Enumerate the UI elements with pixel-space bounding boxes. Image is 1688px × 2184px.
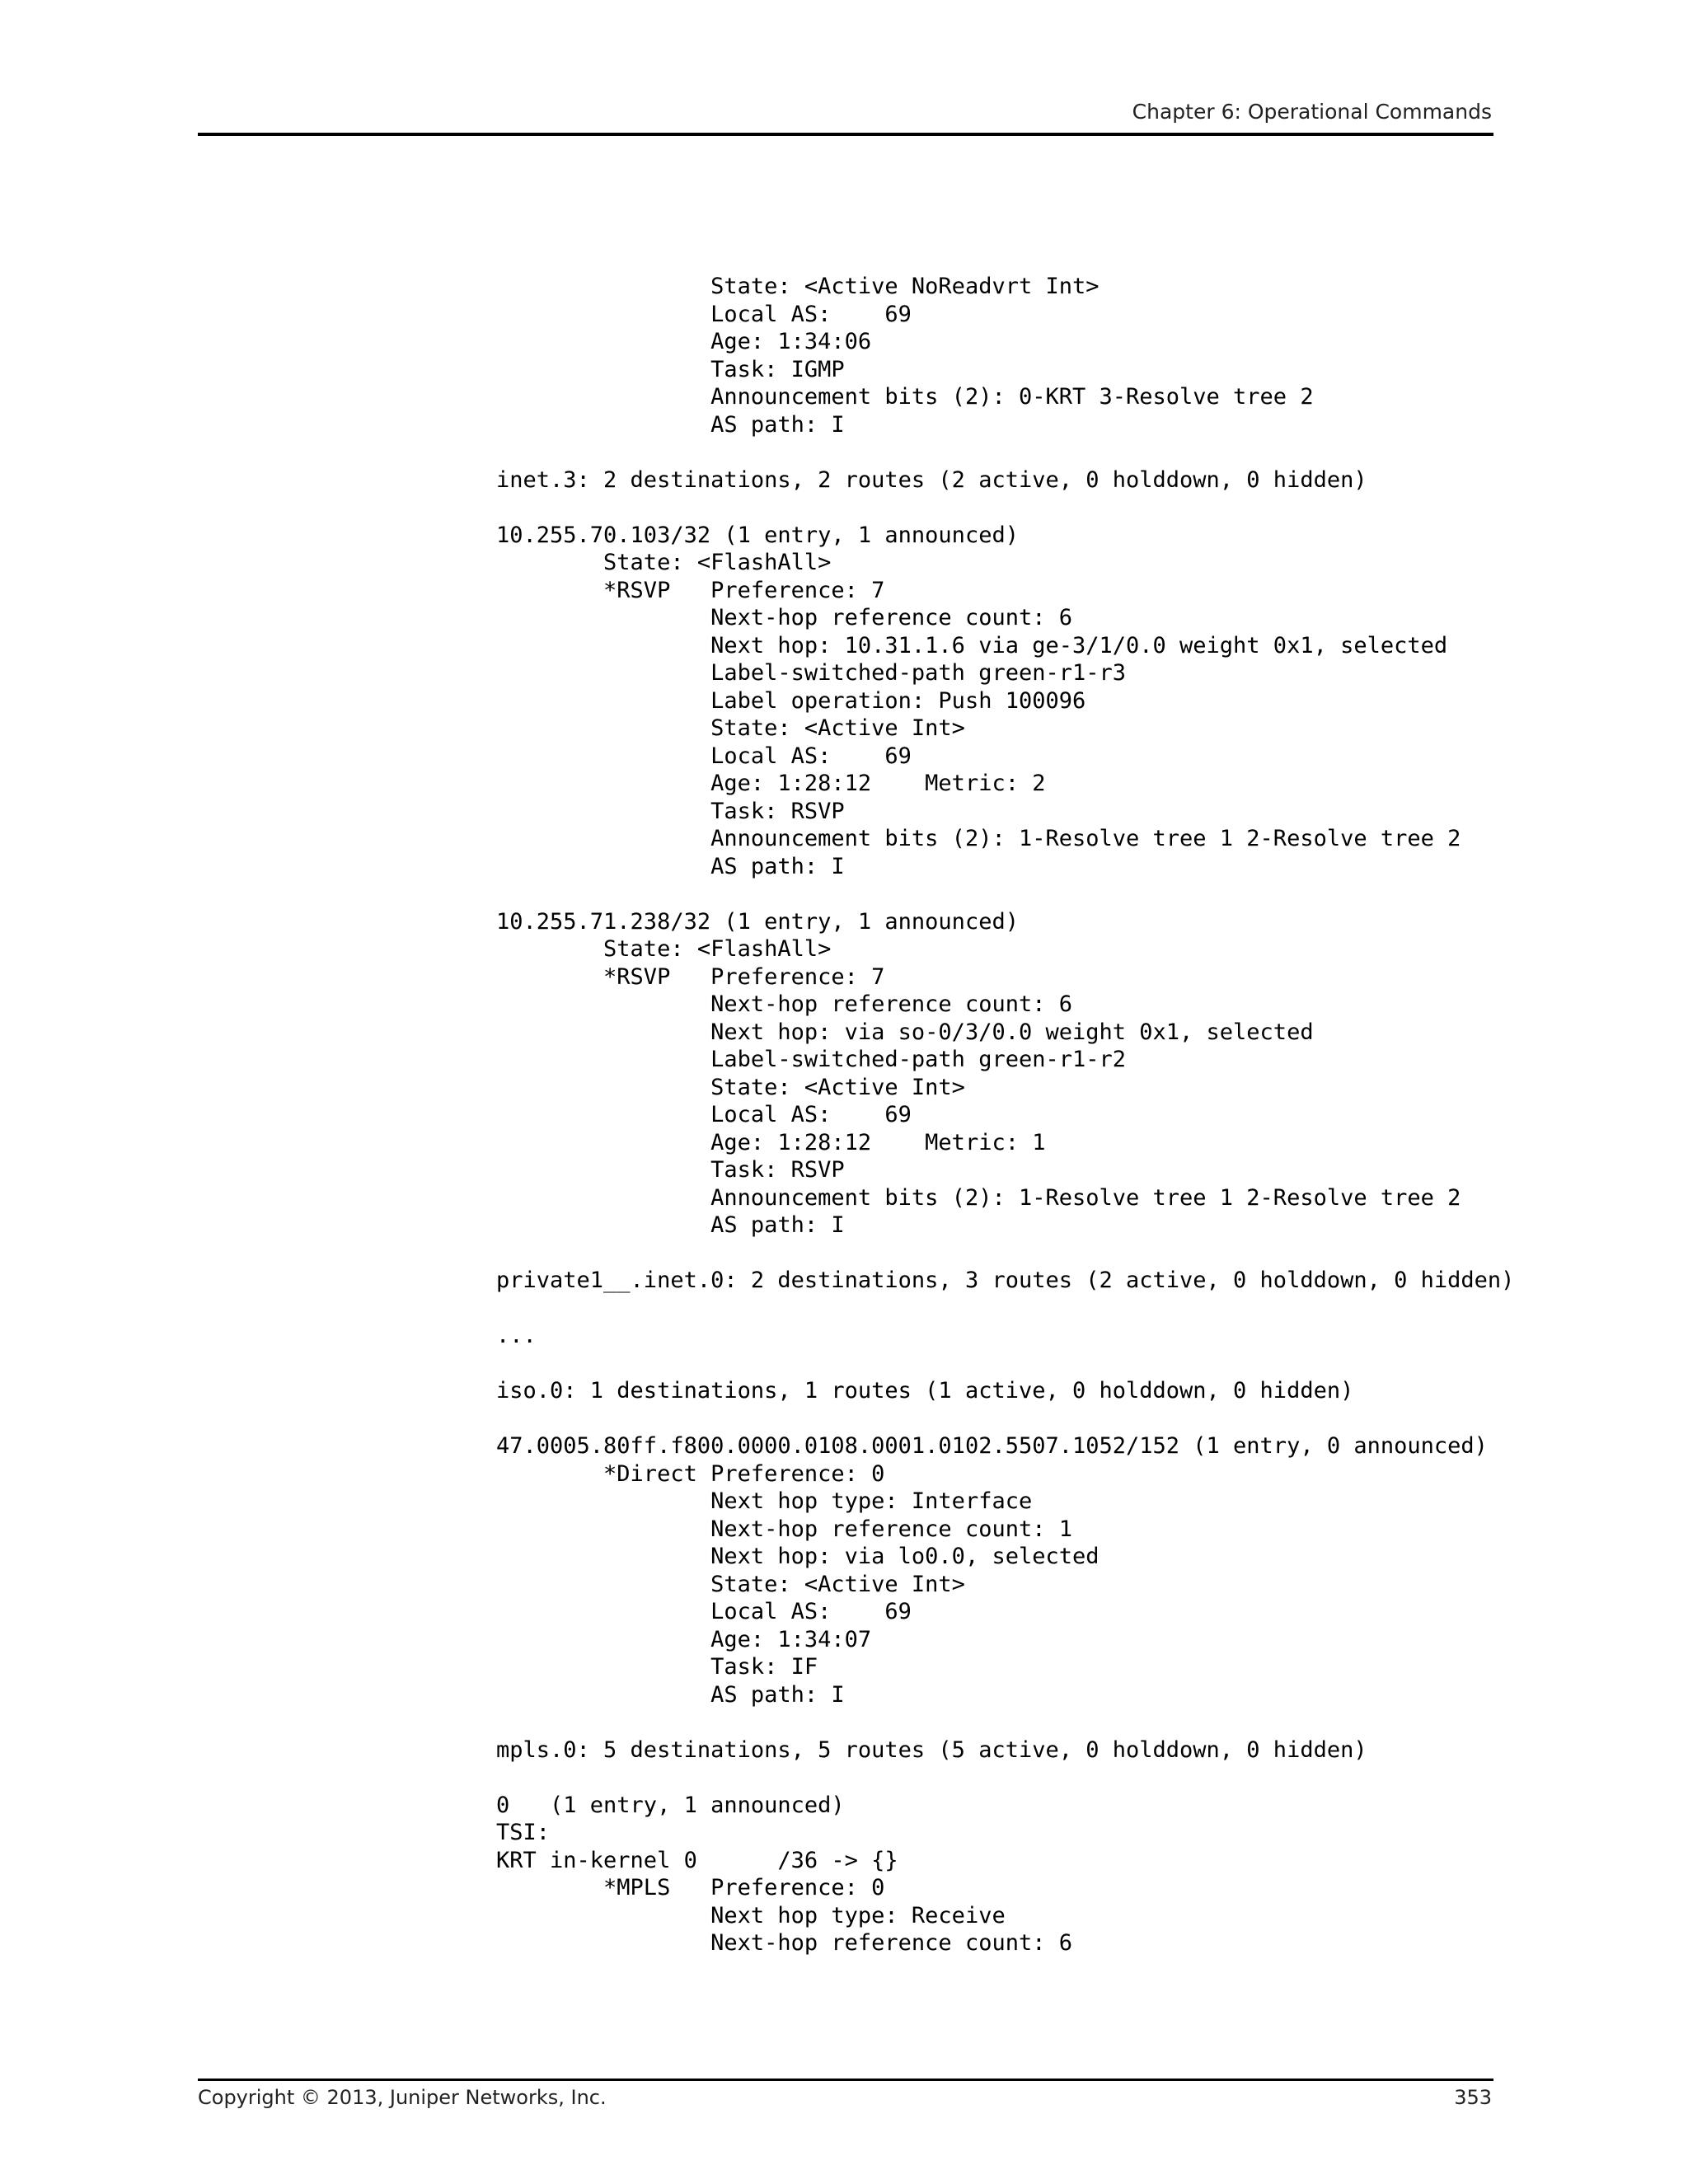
cli-output-line — [496, 1405, 1514, 1433]
cli-output-line — [496, 1295, 1514, 1323]
cli-output-line: Announcement bits (2): 1-Resolve tree 1 2-Resolve tree 2 — [496, 1184, 1461, 1211]
cli-output-line: iso.0: 1 destinations, 1 routes (1 active, 0 holddown, 0 hidden) — [496, 1378, 1354, 1404]
cli-output-line: 0 (1 entry, 1 announced) — [496, 1792, 845, 1818]
cli-output-line: State: <Active Int> — [496, 715, 965, 741]
cli-output-line: 47.0005.80ff.f800.0000.0108.0001.0102.5507.1052/152 (1 entry, 0 announced) — [496, 1433, 1488, 1459]
cli-output-line: AS path: I — [496, 853, 845, 879]
page-number: 353 — [1454, 2086, 1492, 2109]
cli-output-line: Next-hop reference count: 6 — [496, 1930, 1072, 1956]
cli-output-line: Label-switched-path green-r1-r2 — [496, 1047, 1127, 1072]
cli-output-line: Next-hop reference count: 6 — [496, 605, 1072, 630]
cli-output-line: AS path: I — [496, 411, 845, 438]
cli-output-line: Task: IF — [496, 1654, 818, 1680]
cli-output-line: Age: 1:28:12 Metric: 1 — [496, 1129, 1046, 1155]
cli-output-line: Age: 1:28:12 Metric: 2 — [496, 771, 1046, 796]
cli-output-line: Announcement bits (2): 0-KRT 3-Resolve tree 2 — [496, 384, 1314, 410]
cli-output-line: Task: RSVP — [496, 1157, 845, 1183]
cli-output-line: Next-hop reference count: 6 — [496, 991, 1072, 1017]
cli-output-line: *RSVP Preference: 7 — [496, 963, 885, 990]
cli-output-line: Next hop: 10.31.1.6 via ge-3/1/0.0 weight 0x1, selected — [496, 632, 1448, 658]
cli-output-line: Announcement bits (2): 1-Resolve tree 1 2-Resolve tree 2 — [496, 826, 1461, 851]
cli-output-line — [496, 1240, 1514, 1268]
cli-output-line: State: <Active NoReadvrt Int> — [496, 274, 1100, 299]
cli-output-line: State: <Active Int> — [496, 1571, 965, 1597]
cli-output-line — [496, 1764, 1514, 1792]
cli-output-line: Next hop type: Interface — [496, 1488, 1033, 1514]
cli-output-line: State: <FlashAll> — [496, 550, 832, 575]
cli-output-line: private1__.inet.0: 2 destinations, 3 routes (2 active, 0 holddown, 0 hidden) — [496, 1268, 1515, 1293]
cli-output-line: Task: IGMP — [496, 356, 845, 382]
footer-copyright: Copyright © 2013, Juniper Networks, Inc. — [198, 2086, 607, 2109]
cli-output-line: Next-hop reference count: 1 — [496, 1516, 1072, 1542]
cli-output-line — [496, 880, 1514, 908]
cli-output-line — [496, 1708, 1514, 1736]
cli-output-line: Age: 1:34:07 — [496, 1626, 872, 1652]
cli-output-line: *MPLS Preference: 0 — [496, 1875, 885, 1900]
cli-output-line: Label-switched-path green-r1-r3 — [496, 660, 1127, 686]
cli-output-line: Age: 1:34:06 — [496, 329, 872, 354]
cli-output-line: Local AS: 69 — [496, 301, 912, 327]
cli-output-line: Local AS: 69 — [496, 743, 912, 769]
header-rule — [198, 133, 1493, 136]
cli-output-line — [496, 438, 1514, 466]
cli-output-line: AS path: I — [496, 1212, 845, 1238]
cli-output-line: State: <Active Int> — [496, 1074, 965, 1100]
cli-output-block — [496, 273, 1514, 1957]
cli-output-line: State: <FlashAll> — [496, 936, 832, 962]
cli-output-line: Label operation: Push 100096 — [496, 687, 1086, 714]
cli-output-line: *Direct Preference: 0 — [496, 1460, 885, 1487]
cli-output-line: 10.255.70.103/32 (1 entry, 1 announced) — [496, 522, 1019, 548]
cli-output-line: Local AS: 69 — [496, 1102, 912, 1127]
cli-output-line — [496, 1350, 1514, 1378]
running-header: Chapter 6: Operational Commands — [1132, 100, 1492, 124]
footer-rule — [198, 2079, 1493, 2081]
cli-output-line: Task: RSVP — [496, 798, 845, 824]
cli-output-line: Next hop: via so-0/3/0.0 weight 0x1, selected — [496, 1019, 1314, 1045]
cli-output-line: ... — [496, 1323, 537, 1348]
cli-output-line: TSI: — [496, 1820, 551, 1845]
cli-output-line: AS path: I — [496, 1681, 845, 1708]
cli-output-line — [496, 494, 1514, 522]
cli-output-line: *RSVP Preference: 7 — [496, 577, 885, 603]
cli-output-line: mpls.0: 5 destinations, 5 routes (5 active, 0 holddown, 0 hidden) — [496, 1736, 1367, 1763]
cli-output-line: Next hop type: Receive — [496, 1902, 1006, 1929]
cli-output-line: Local AS: 69 — [496, 1599, 912, 1624]
cli-output-line: Next hop: via lo0.0, selected — [496, 1544, 1100, 1569]
cli-output-line: inet.3: 2 destinations, 2 routes (2 active, 0 holddown, 0 hidden) — [496, 466, 1367, 493]
cli-output-line: 10.255.71.238/32 (1 entry, 1 announced) — [496, 908, 1019, 935]
cli-output-line: KRT in-kernel 0 /36 -> {} — [496, 1847, 898, 1873]
